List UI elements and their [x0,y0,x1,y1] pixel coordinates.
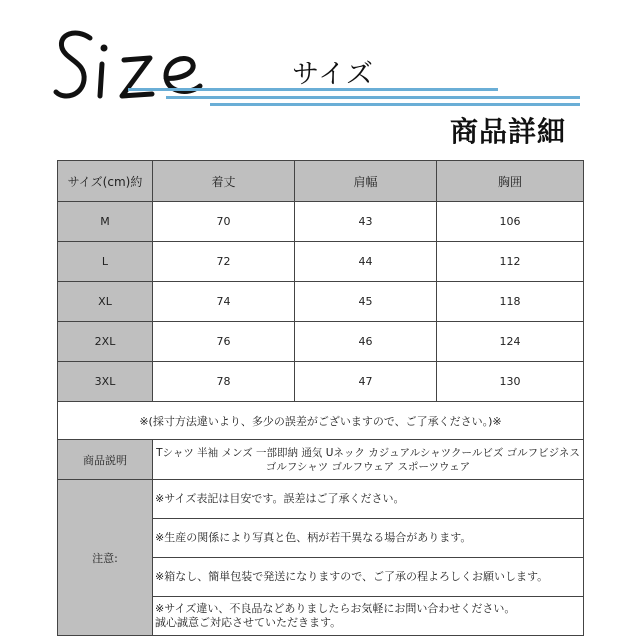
size-label: XL [58,282,153,322]
shoulder-value: 45 [295,282,437,322]
description-label: 商品説明 [58,440,153,480]
caution-item: 誠心誠意ご対応させていただきます。 [155,616,342,629]
caution-item: ※箱なし、簡単包装で発送になりますので、ご了承の程よろしくお願いします。 [153,558,584,597]
header-shoulder: 肩幅 [295,161,437,202]
chest-value: 106 [437,202,584,242]
table-row [58,242,584,282]
size-label: M [58,202,153,242]
chest-value: 112 [437,242,584,282]
chest-value: 118 [437,282,584,322]
chest-value: 124 [437,322,584,362]
size-label: 3XL [58,362,153,402]
shoulder-value: 44 [295,242,437,282]
size-table [57,160,584,636]
chest-value: 130 [437,362,584,402]
length-value: 78 [153,362,295,402]
caution-item: ※サイズ表記は目安です。誤差はご了承ください。 [153,480,584,519]
section-title: 商品詳細 [450,115,567,148]
description-text: Tシャツ 半袖 メンズ 一部即納 通気 Uネック カジュアルシャツクールビズ ゴルフビジネスゴルフシャツ ゴルフウェア スポーツウェア [153,440,584,480]
table-row [58,362,584,402]
length-value: 72 [153,242,295,282]
length-value: 74 [153,282,295,322]
length-value: 70 [153,202,295,242]
shoulder-value: 47 [295,362,437,402]
length-value: 76 [153,322,295,362]
page-title: サイズ [292,59,374,90]
caution-row [58,480,584,519]
table-row [58,282,584,322]
measurement-note: ※(採寸方法違いより、多少の誤差がございますので、ご了承ください。)※ [58,402,584,440]
size-logo-script [56,33,200,96]
caution-item: ※サイズ違い、不良品などありましたらお気軽にお問い合わせください。 [155,602,516,615]
header-length: 着丈 [153,161,295,202]
table-row [58,322,584,362]
size-label: L [58,242,153,282]
shoulder-value: 46 [295,322,437,362]
shoulder-value: 43 [295,202,437,242]
caution-item-multiline [153,597,584,636]
header-chest: 胸囲 [437,161,584,202]
measurement-note-row [58,402,584,440]
size-label: 2XL [58,322,153,362]
header-size: サイズ(cm)約 [58,161,153,202]
caution-label: 注意: [58,480,153,636]
table-row [58,202,584,242]
table-header-row [58,161,584,202]
caution-item: ※生産の関係により写真と色、柄が若干異なる場合があります。 [153,519,584,558]
description-row [58,440,584,480]
size-logo-dot [101,45,108,52]
